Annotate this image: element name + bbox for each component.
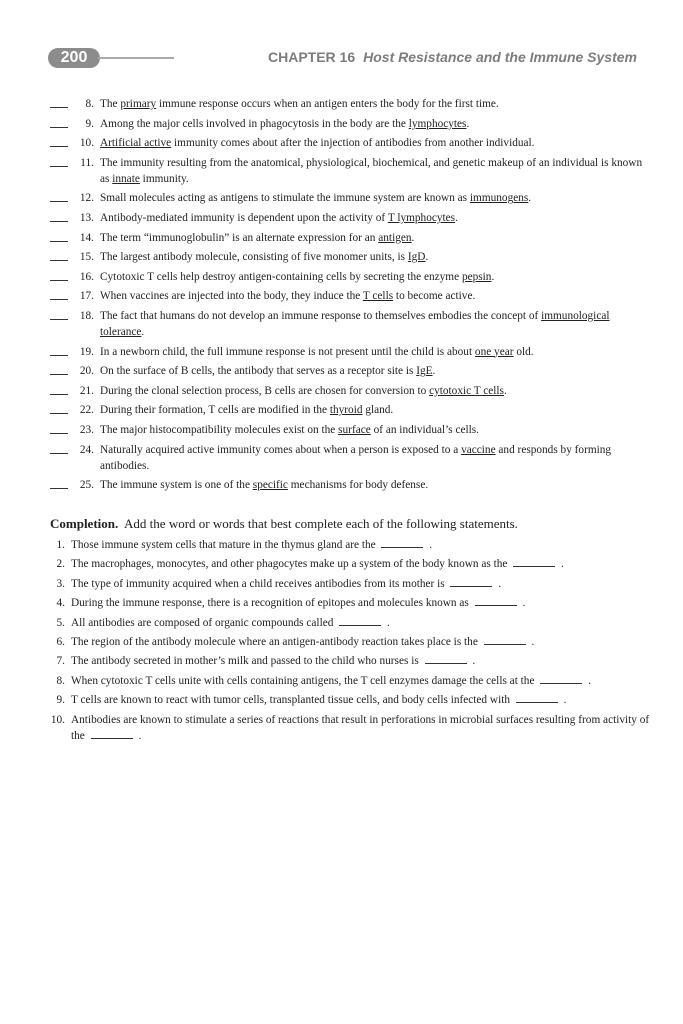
true-false-item bbox=[50, 477, 650, 493]
answer-blank[interactable] bbox=[50, 201, 68, 202]
answer-blank[interactable] bbox=[50, 280, 68, 281]
answer-blank[interactable] bbox=[50, 146, 68, 147]
answer-blank[interactable] bbox=[50, 319, 68, 320]
item-number: 23. bbox=[79, 423, 94, 436]
answer-blank[interactable] bbox=[50, 166, 68, 167]
completion-item bbox=[50, 615, 650, 631]
answer-blank[interactable] bbox=[50, 374, 68, 375]
item-text: The fact that humans do not develop an immune response to themselves embodies the concept of immunological tolerance. bbox=[100, 309, 610, 338]
item-number: 17. bbox=[79, 290, 94, 303]
item-text: During the immune response, there is a recognition of epitopes and molecules known as bbox=[71, 597, 472, 610]
item-number: 5. bbox=[56, 616, 65, 629]
item-text: During the clonal selection process, B cells are chosen for conversion to cytotoxic T cells. bbox=[100, 384, 507, 397]
item-number: 8. bbox=[56, 674, 65, 687]
true-false-item bbox=[50, 155, 650, 187]
fill-in-blank[interactable] bbox=[484, 634, 526, 645]
underlined-term: lymphocytes bbox=[408, 117, 467, 130]
item-end-punctuation: . bbox=[528, 635, 535, 648]
item-number: 3. bbox=[56, 577, 65, 590]
item-number: 13. bbox=[79, 211, 94, 224]
item-number: 25. bbox=[79, 479, 94, 492]
item-number: 16. bbox=[79, 270, 94, 283]
underlined-term: innate bbox=[112, 172, 140, 185]
page-header bbox=[0, 44, 683, 72]
underlined-term: immunogens bbox=[469, 192, 529, 205]
item-text: The primary immune response occurs when an antigen enters the body for the first time. bbox=[100, 98, 499, 110]
completion-item bbox=[50, 576, 650, 592]
item-end-punctuation: . bbox=[135, 729, 142, 742]
item-number: 14. bbox=[79, 231, 94, 244]
completion-list bbox=[50, 537, 650, 744]
item-number: 2. bbox=[56, 558, 65, 571]
underlined-term: Artificial active bbox=[100, 137, 172, 150]
item-end-punctuation: . bbox=[558, 558, 564, 571]
item-number: 6. bbox=[56, 635, 65, 648]
item-text: All antibodies are composed of organic compounds called bbox=[71, 616, 337, 629]
fill-in-blank[interactable] bbox=[425, 653, 467, 664]
item-text: The term “immunoglobulin” is an alternate expression for an antigen. bbox=[100, 231, 415, 244]
item-end-punctuation: . bbox=[585, 674, 591, 687]
fill-in-blank[interactable] bbox=[516, 692, 558, 703]
item-text: Small molecules acting as antigens to stimulate the immune system are known as immunogens. bbox=[100, 192, 532, 205]
answer-blank[interactable] bbox=[50, 433, 68, 434]
item-text: Artificial active immunity comes about after the injection of antibodies from another individual. bbox=[100, 137, 535, 150]
true-false-item bbox=[50, 249, 650, 265]
fill-in-blank[interactable] bbox=[540, 673, 582, 684]
item-number: 10. bbox=[79, 137, 94, 150]
true-false-item bbox=[50, 230, 650, 246]
item-number: 24. bbox=[79, 443, 94, 456]
item-number: 9. bbox=[85, 117, 94, 130]
item-number: 9. bbox=[56, 694, 65, 707]
item-text: When vaccines are injected into the body, they induce the T cells to become active. bbox=[100, 290, 476, 303]
item-text: The immune system is one of the specific mechanisms for body defense. bbox=[100, 479, 429, 492]
page-number-badge: 200 bbox=[48, 48, 100, 68]
true-false-list bbox=[50, 96, 650, 497]
true-false-item bbox=[50, 210, 650, 226]
true-false-item bbox=[50, 308, 650, 340]
item-text: Cytotoxic T cells help destroy antigen-containing cells by secreting the enzyme pepsin. bbox=[100, 270, 495, 283]
fill-in-blank[interactable] bbox=[475, 595, 517, 606]
true-false-item bbox=[50, 96, 650, 112]
true-false-item bbox=[50, 383, 650, 399]
answer-blank[interactable] bbox=[50, 260, 68, 261]
true-false-item bbox=[50, 288, 650, 304]
fill-in-blank[interactable] bbox=[91, 728, 133, 739]
item-text: The antibody secreted in mother’s milk and passed to the child who nurses is bbox=[71, 655, 422, 668]
fill-in-blank[interactable] bbox=[339, 615, 381, 626]
completion-item bbox=[50, 692, 650, 708]
underlined-term: vaccine bbox=[461, 443, 496, 456]
item-end-punctuation: . bbox=[426, 539, 433, 551]
true-false-item bbox=[50, 442, 650, 474]
underlined-term: surface bbox=[338, 423, 371, 436]
answer-blank[interactable] bbox=[50, 299, 68, 300]
item-text: Among the major cells involved in phagocytosis in the body are the lymphocytes. bbox=[100, 117, 470, 130]
chapter-heading bbox=[268, 49, 637, 65]
completion-heading bbox=[50, 515, 650, 533]
item-end-punctuation: . bbox=[495, 577, 502, 590]
true-false-item bbox=[50, 402, 650, 418]
fill-in-blank[interactable] bbox=[381, 537, 423, 548]
answer-blank[interactable] bbox=[50, 453, 68, 454]
item-text: Those immune system cells that mature in the thymus gland are the bbox=[71, 539, 379, 551]
item-number: 11. bbox=[80, 156, 94, 169]
item-text: During their formation, T cells are modified in the thyroid gland. bbox=[100, 404, 394, 417]
chapter-title: Host Resistance and the Immune System bbox=[363, 49, 637, 65]
item-text: On the surface of B cells, the antibody that serves as a receptor site is IgE. bbox=[100, 365, 436, 378]
completion-item bbox=[50, 537, 650, 553]
underlined-term: T cells bbox=[362, 290, 394, 303]
true-false-item bbox=[50, 344, 650, 360]
completion-section bbox=[50, 515, 650, 747]
item-end-punctuation: . bbox=[519, 597, 526, 610]
item-text: Antibodies are known to stimulate a series of reactions that result in perforations in microbial surfaces resulting from activity of the bbox=[71, 713, 650, 742]
item-number: 21. bbox=[79, 384, 94, 397]
underlined-term: pepsin bbox=[461, 270, 492, 283]
item-end-punctuation: . bbox=[384, 616, 390, 629]
item-number: 12. bbox=[79, 192, 94, 205]
item-text: The macrophages, monocytes, and other phagocytes make up a system of the body known as the bbox=[71, 558, 511, 571]
item-text: The type of immunity acquired when a child receives antibodies from its mother is bbox=[71, 577, 448, 590]
item-text: The major histocompatibility molecules exist on the surface of an individual’s cells. bbox=[100, 423, 480, 436]
completion-title: Completion. bbox=[50, 516, 119, 531]
item-number: 4. bbox=[56, 597, 65, 610]
fill-in-blank[interactable] bbox=[450, 576, 492, 587]
completion-instructions: Add the word or words that best complete each of the following statements. bbox=[124, 516, 518, 531]
underlined-term: antigen bbox=[378, 231, 412, 244]
item-number: 8. bbox=[85, 98, 94, 110]
underlined-term: specific bbox=[252, 479, 288, 492]
underlined-term: one year bbox=[474, 345, 514, 358]
true-false-item bbox=[50, 422, 650, 438]
completion-item bbox=[50, 653, 650, 669]
item-number: 1. bbox=[56, 539, 65, 551]
header-rule bbox=[98, 57, 174, 59]
answer-blank[interactable] bbox=[50, 355, 68, 356]
item-text: The region of the antibody molecule where an antigen-antibody reaction takes place is the bbox=[71, 635, 481, 648]
item-number: 15. bbox=[79, 251, 94, 264]
underlined-term: T lymphocytes bbox=[387, 211, 456, 224]
underlined-term: IgE bbox=[416, 365, 433, 378]
item-number: 18. bbox=[79, 309, 94, 322]
true-false-item bbox=[50, 135, 650, 151]
answer-blank[interactable] bbox=[50, 107, 68, 108]
item-number: 20. bbox=[79, 365, 94, 378]
underlined-term: thyroid bbox=[329, 404, 363, 417]
item-text: The largest antibody molecule, consisting of five monomer units, is IgD. bbox=[100, 251, 429, 264]
completion-item bbox=[50, 712, 650, 744]
answer-blank[interactable] bbox=[50, 413, 68, 414]
completion-item bbox=[50, 673, 650, 689]
completion-item bbox=[50, 556, 650, 572]
item-text: The immunity resulting from the anatomical, physiological, biochemical, and genetic makeup of an individual is known as innate immunity. bbox=[100, 156, 643, 185]
item-number: 22. bbox=[79, 404, 94, 417]
answer-blank[interactable] bbox=[50, 127, 68, 128]
true-false-item bbox=[50, 190, 650, 206]
item-text: T cells are known to react with tumor cells, transplanted tissue cells, and body cells infected with bbox=[71, 694, 513, 707]
item-text: When cytotoxic T cells unite with cells containing antigens, the T cell enzymes damage the cells at the bbox=[71, 674, 538, 687]
item-number: 7. bbox=[56, 655, 65, 668]
chapter-label: CHAPTER 16 bbox=[267, 49, 356, 65]
underlined-term: IgD bbox=[407, 251, 426, 264]
item-text: In a newborn child, the full immune response is not present until the child is about one year old. bbox=[100, 345, 534, 358]
underlined-term: immunological tolerance bbox=[100, 309, 610, 338]
answer-blank[interactable] bbox=[50, 394, 68, 395]
true-false-item bbox=[50, 116, 650, 132]
item-text: Naturally acquired active immunity comes about when a person is exposed to a vaccine and responds by forming antibodies. bbox=[100, 443, 612, 472]
item-number: 19. bbox=[79, 345, 94, 358]
true-false-item bbox=[50, 269, 650, 285]
item-text: Antibody-mediated immunity is dependent upon the activity of T lymphocytes. bbox=[100, 211, 458, 224]
completion-item bbox=[50, 595, 650, 611]
fill-in-blank[interactable] bbox=[513, 556, 555, 567]
underlined-term: cytotoxic T cells bbox=[429, 384, 504, 397]
true-false-item bbox=[50, 363, 650, 379]
underlined-term: primary bbox=[120, 98, 157, 110]
answer-blank[interactable] bbox=[50, 241, 68, 242]
item-number: 10. bbox=[50, 713, 65, 726]
item-end-punctuation: . bbox=[560, 694, 567, 707]
item-end-punctuation: . bbox=[469, 655, 476, 668]
completion-item bbox=[50, 634, 650, 650]
answer-blank[interactable] bbox=[50, 488, 68, 489]
answer-blank[interactable] bbox=[50, 221, 68, 222]
